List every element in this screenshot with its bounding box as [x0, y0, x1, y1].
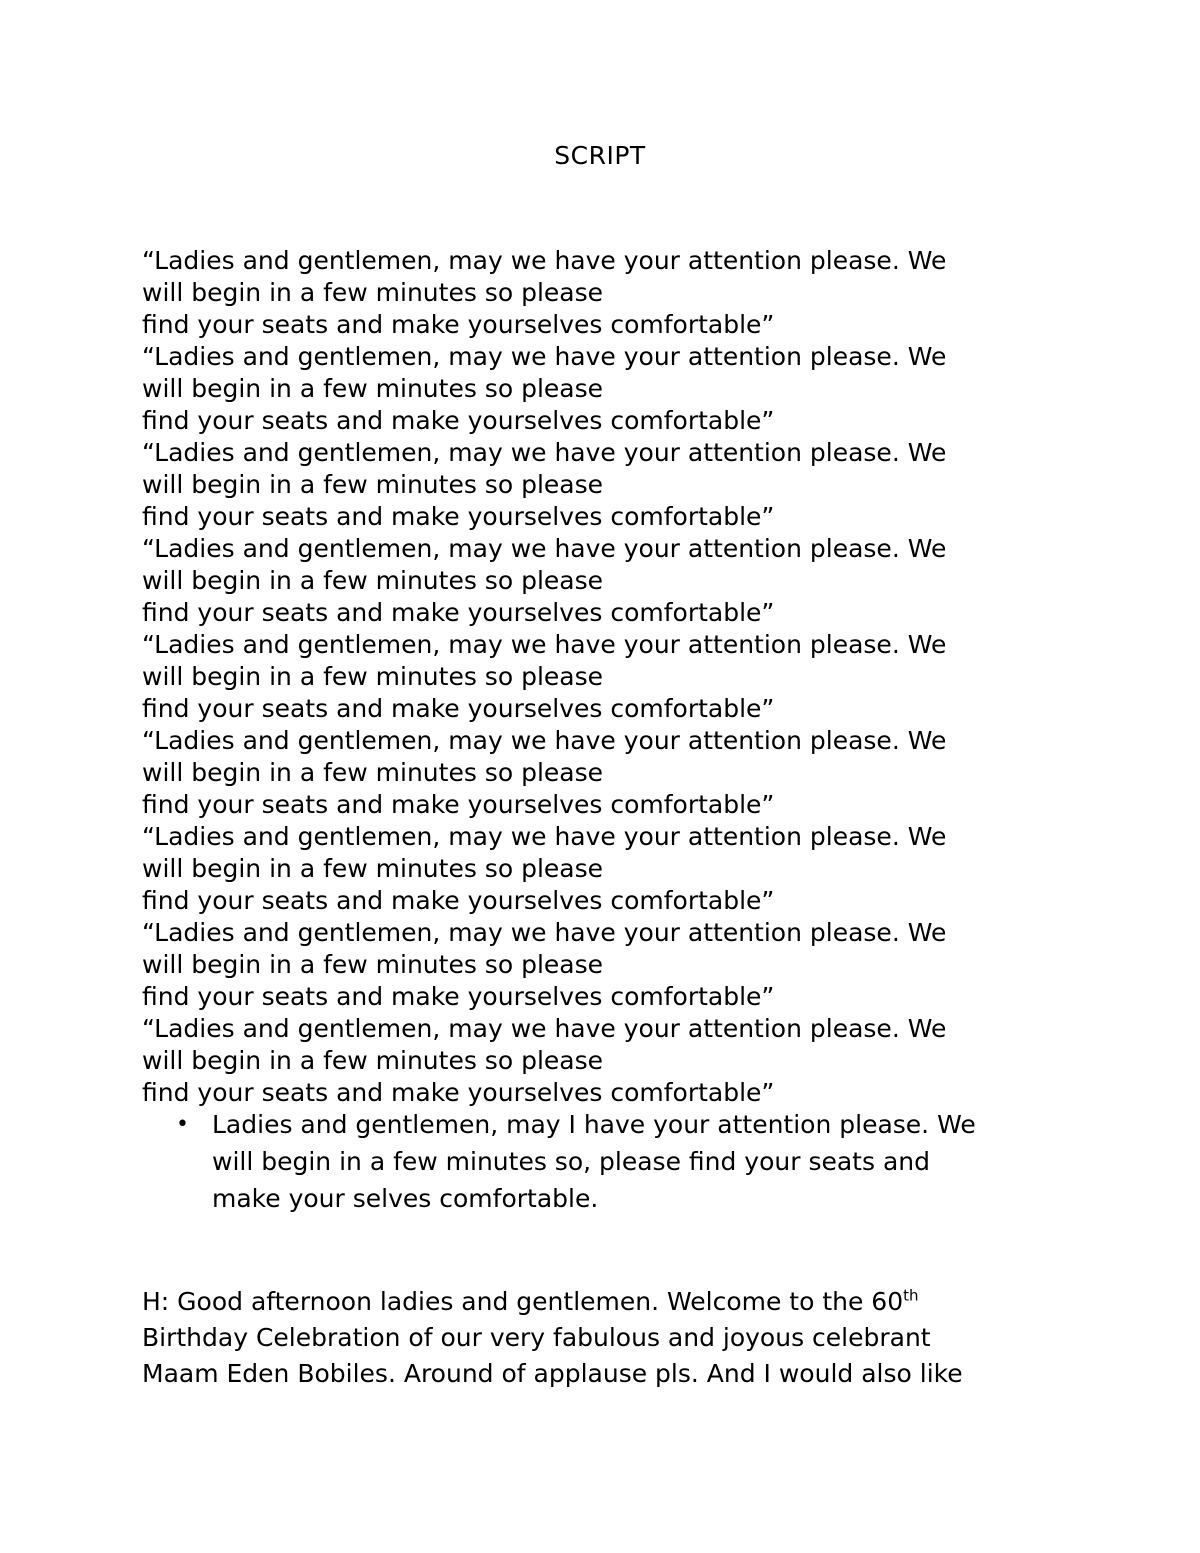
announcement-line: “Ladies and gentlemen, may we have your attention please. We	[142, 630, 947, 659]
host-line	[142, 1284, 1062, 1320]
announcement-line: find your seats and make yourselves comfortable”	[142, 502, 775, 531]
bullet-line: will begin in a few minutes so, please find your seats and	[212, 1147, 930, 1176]
announcement-line: will begin in a few minutes so please	[142, 1046, 603, 1075]
announcement-line: find your seats and make yourselves comfortable”	[142, 694, 775, 723]
announcement-line: will begin in a few minutes so please	[142, 374, 603, 403]
host-line: Maam Eden Bobiles. Around of applause pls. And I would also like	[142, 1359, 963, 1388]
announcement-line: find your seats and make yourselves comfortable”	[142, 406, 775, 435]
host-line-text: H: Good afternoon ladies and gentlemen. Welcome to the 60	[142, 1287, 904, 1316]
host-line: Birthday Celebration of our very fabulous and joyous celebrant	[142, 1323, 931, 1352]
announcement-line: “Ladies and gentlemen, may we have your attention please. We	[142, 918, 947, 947]
bullet-item	[142, 1106, 1062, 1217]
announcement-paragraph	[142, 1013, 1102, 1109]
announcement-line: will begin in a few minutes so please	[142, 278, 603, 307]
announcement-line: find your seats and make yourselves comfortable”	[142, 982, 775, 1011]
announcement-paragraph	[142, 437, 1102, 533]
announcement-line: “Ladies and gentlemen, may we have your attention please. We	[142, 822, 947, 851]
announcement-line: find your seats and make yourselves comfortable”	[142, 790, 775, 819]
announcement-line: will begin in a few minutes so please	[142, 950, 603, 979]
announcement-line: find your seats and make yourselves comfortable”	[142, 886, 775, 915]
bullet-icon: •	[176, 1112, 189, 1137]
announcement-line: “Ladies and gentlemen, may we have your attention please. We	[142, 342, 947, 371]
announcement-line: “Ladies and gentlemen, may we have your attention please. We	[142, 726, 947, 755]
announcement-line: will begin in a few minutes so please	[142, 854, 603, 883]
ordinal-suffix: th	[903, 1286, 919, 1305]
announcement-line: find your seats and make yourselves comfortable”	[142, 598, 775, 627]
announcement-line: will begin in a few minutes so please	[142, 566, 603, 595]
announcement-paragraph	[142, 533, 1102, 629]
announcement-block	[142, 245, 1102, 1109]
bullet-line: make your selves comfortable.	[212, 1184, 599, 1213]
bullet-line: Ladies and gentlemen, may I have your attention please. We	[212, 1110, 976, 1139]
announcement-paragraph	[142, 917, 1102, 1013]
announcement-paragraph	[142, 725, 1102, 821]
announcement-line: “Ladies and gentlemen, may we have your attention please. We	[142, 246, 947, 275]
host-paragraph	[142, 1284, 1062, 1392]
announcement-line: find your seats and make yourselves comfortable”	[142, 310, 775, 339]
announcement-line: “Ladies and gentlemen, may we have your attention please. We	[142, 1014, 947, 1043]
announcement-paragraph	[142, 245, 1102, 341]
announcement-line: “Ladies and gentlemen, may we have your attention please. We	[142, 534, 947, 563]
announcement-line: find your seats and make yourselves comfortable”	[142, 1078, 775, 1107]
announcement-paragraph	[142, 821, 1102, 917]
announcement-line: will begin in a few minutes so please	[142, 662, 603, 691]
announcement-line: will begin in a few minutes so please	[142, 758, 603, 787]
announcement-paragraph	[142, 629, 1102, 725]
announcement-line: will begin in a few minutes so please	[142, 470, 603, 499]
document-title: SCRIPT	[554, 141, 646, 170]
bullet-list	[142, 1106, 1062, 1217]
announcement-paragraph	[142, 341, 1102, 437]
announcement-line: “Ladies and gentlemen, may we have your attention please. We	[142, 438, 947, 467]
